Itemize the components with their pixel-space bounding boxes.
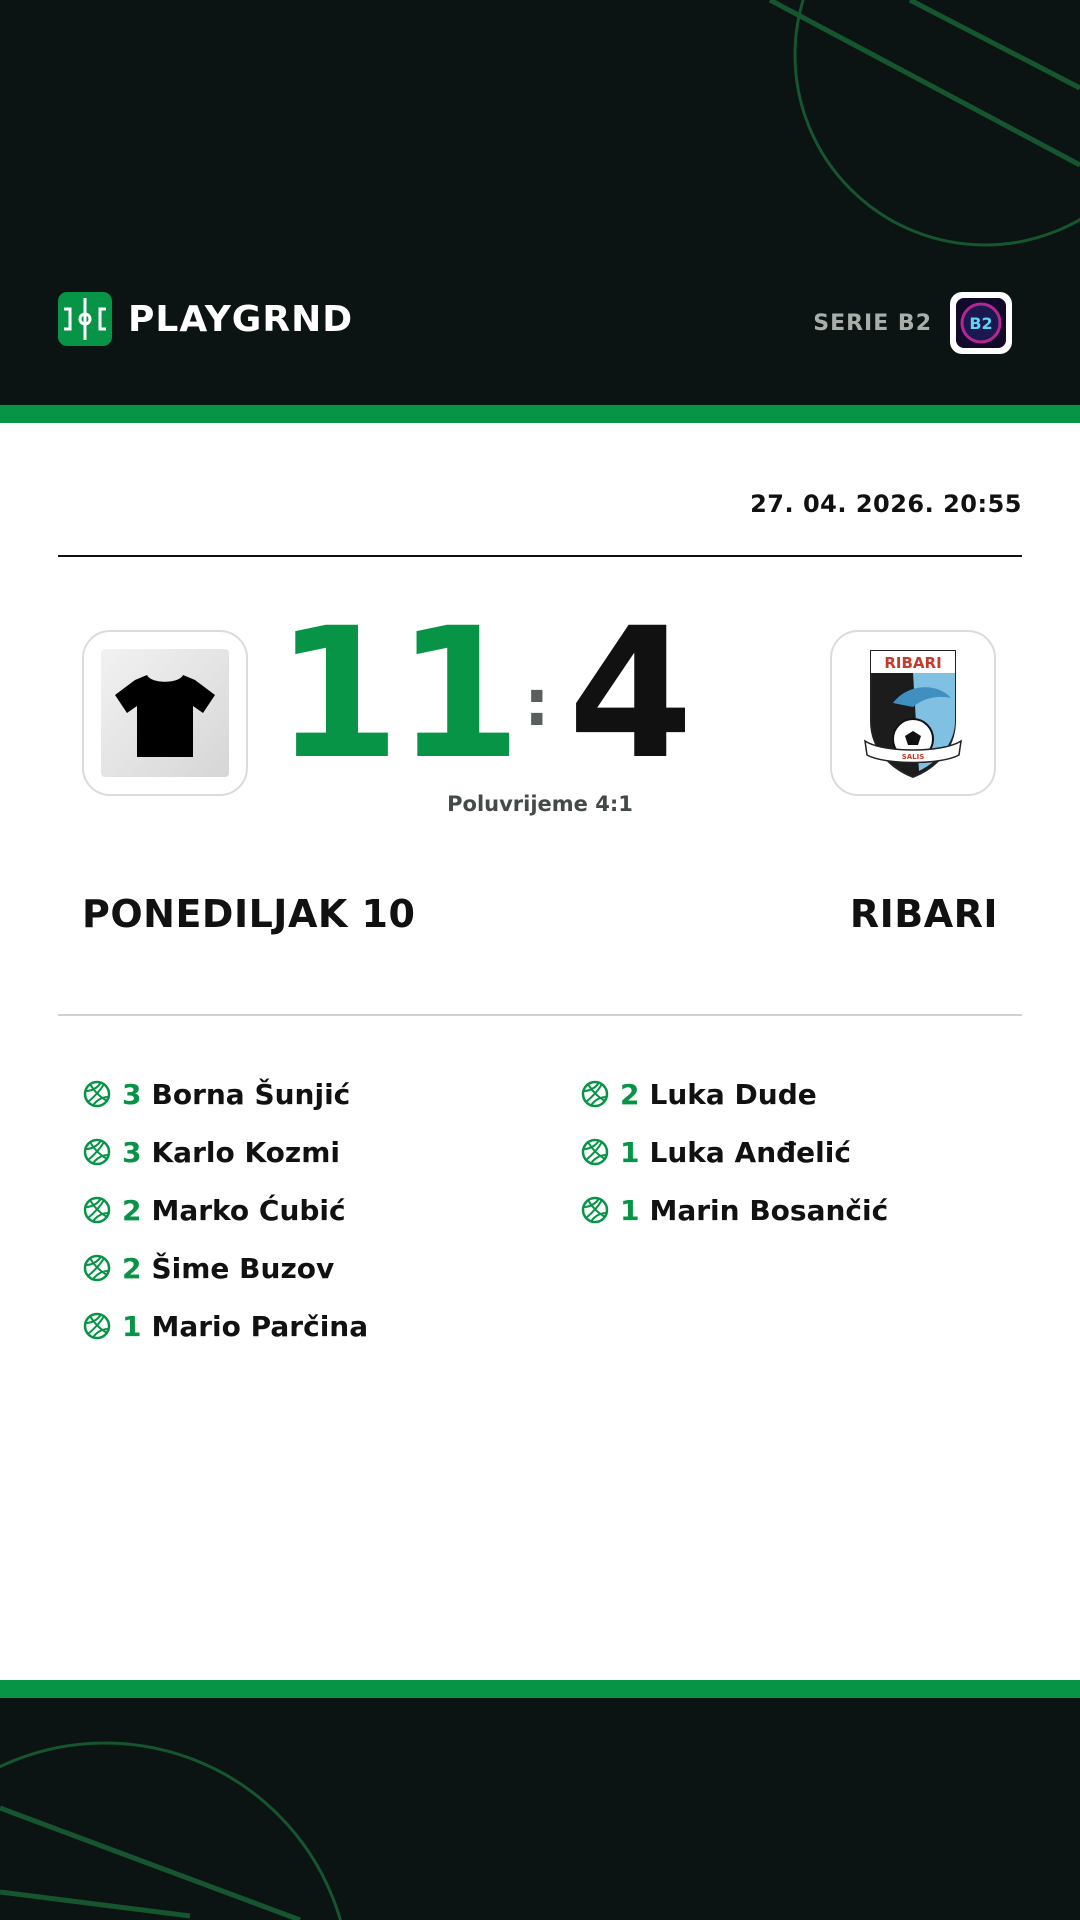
list-item xyxy=(82,1065,532,1123)
list-item xyxy=(580,1181,1030,1239)
player-name: Šime Buzov xyxy=(151,1251,335,1285)
league-badge xyxy=(950,292,1012,354)
list-item xyxy=(82,1181,532,1239)
shirt-icon xyxy=(99,647,231,779)
football-icon xyxy=(82,1195,112,1225)
match-datetime: 27. 04. 2026. 20:55 xyxy=(750,490,1022,518)
goal-count: 2 xyxy=(122,1193,142,1227)
goal-count: 2 xyxy=(122,1251,142,1285)
goal-count: 1 xyxy=(620,1193,640,1227)
player-name: Luka Anđelić xyxy=(649,1135,851,1169)
brand-name: PLAYGRND xyxy=(128,298,354,340)
league-name: SERIE B2 xyxy=(813,310,932,336)
league-info[interactable] xyxy=(813,292,1012,354)
ribari-crest-icon xyxy=(853,643,973,783)
away-scorers-list xyxy=(580,1065,1030,1239)
away-team-badge[interactable] xyxy=(830,630,996,796)
pitch-decoration xyxy=(0,1698,1080,1920)
player-name: Marko Ćubić xyxy=(151,1193,346,1227)
home-scorers-list xyxy=(82,1065,532,1355)
football-icon xyxy=(580,1079,610,1109)
svg-text:SALIS: SALIS xyxy=(901,753,925,761)
goal-count: 1 xyxy=(620,1135,640,1169)
list-item xyxy=(82,1239,532,1297)
home-team-name: PONEDILJAK 10 xyxy=(82,892,416,936)
list-item xyxy=(82,1297,532,1355)
home-score: 11 xyxy=(275,590,518,799)
player-name: Mario Parčina xyxy=(151,1309,369,1343)
accent-bar-top xyxy=(0,405,1080,423)
pitch-icon xyxy=(58,292,112,346)
list-item xyxy=(82,1123,532,1181)
score-separator: : xyxy=(524,667,550,741)
away-score: 4 xyxy=(568,590,694,799)
goal-count: 2 xyxy=(620,1077,640,1111)
divider xyxy=(58,555,1022,557)
goal-count: 1 xyxy=(122,1309,142,1343)
football-icon xyxy=(82,1079,112,1109)
player-name: Marin Bosančić xyxy=(649,1193,889,1227)
list-item xyxy=(580,1123,1030,1181)
football-icon xyxy=(580,1137,610,1167)
accent-bar-bottom xyxy=(0,1680,1080,1698)
football-icon xyxy=(580,1195,610,1225)
football-icon xyxy=(82,1253,112,1283)
goal-count: 3 xyxy=(122,1077,142,1111)
halftime-score: Poluvrijeme 4:1 xyxy=(447,792,633,816)
player-name: Karlo Kozmi xyxy=(151,1135,340,1169)
player-name: Luka Dude xyxy=(649,1077,817,1111)
player-name: Borna Šunjić xyxy=(151,1077,351,1111)
home-team-badge[interactable] xyxy=(82,630,248,796)
list-item xyxy=(580,1065,1030,1123)
divider xyxy=(58,1014,1022,1016)
svg-text:RIBARI: RIBARI xyxy=(884,654,942,672)
goal-count: 3 xyxy=(122,1135,142,1169)
football-icon xyxy=(82,1137,112,1167)
header-band xyxy=(0,0,1080,405)
svg-text:B2: B2 xyxy=(969,314,993,333)
football-icon xyxy=(82,1311,112,1341)
away-team-name: RIBARI xyxy=(849,892,998,936)
footer-band xyxy=(0,1698,1080,1920)
brand[interactable] xyxy=(58,292,353,346)
